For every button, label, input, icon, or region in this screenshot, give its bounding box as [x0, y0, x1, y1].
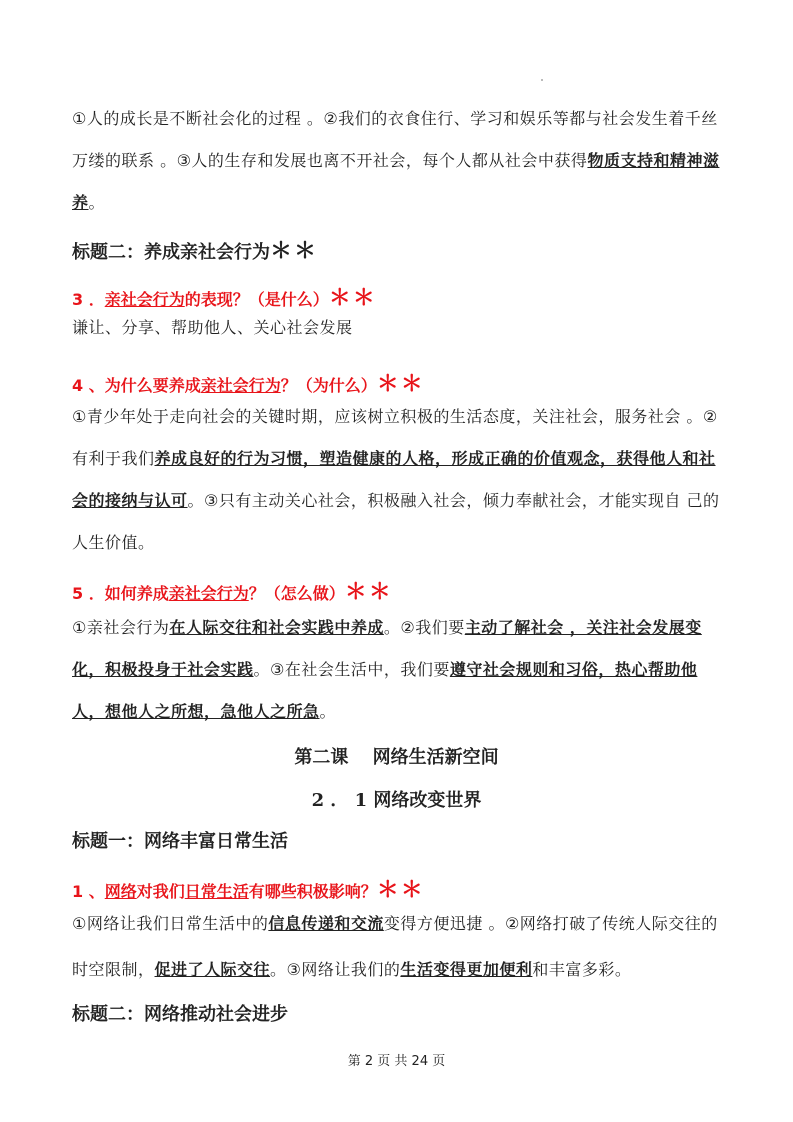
- text: 。③在社会生活中，我们要: [253, 660, 450, 679]
- answer-1: [72, 901, 722, 993]
- underlined-keyword: 亲社会行为: [168, 584, 249, 603]
- answer-4: [72, 396, 722, 564]
- underlined-keyphrase: 促进了人际交往: [154, 960, 271, 979]
- question-text: ？（怎么做）: [248, 584, 345, 603]
- underlined-keyword: 网络: [104, 882, 137, 901]
- underlined-keyphrase: 主动了解社会 ，关注社会发展变化，积极投身于社会实践: [72, 618, 702, 679]
- heading-network-daily-life: 标题一：网络丰富日常生活: [72, 831, 288, 852]
- text: ①网络让我们日常生活中的: [72, 914, 269, 933]
- question-text: 对我们: [136, 882, 185, 901]
- question-number: 4 、为什么要养成: [72, 376, 201, 395]
- underlined-keyphrase: 在人际交往和社会实践中养成: [169, 618, 384, 637]
- question-1: [72, 873, 722, 904]
- answer-5: [72, 607, 722, 733]
- question-number: 5 ．如何养成: [72, 584, 169, 603]
- speck: [541, 79, 543, 81]
- page-footer: 第 2 页 共 24 页: [347, 1054, 446, 1069]
- question-5: [72, 575, 722, 606]
- underlined-keyword: 日常生活: [184, 882, 249, 901]
- text: ①人的成长是不断社会化的过程 。②我们的衣食住行、学习和娱乐等都与社会发生着千丝万缕的联系 。③人的生存和发展也离不开社会，每个人都从社会中获得: [72, 109, 718, 170]
- question-4: [72, 367, 722, 398]
- heading-prosocial: [72, 234, 722, 265]
- lesson-title: 第二课 网络生活新空间: [294, 747, 499, 768]
- paragraph-socialization: [72, 98, 722, 224]
- question-number: 1 、: [72, 882, 105, 901]
- question-text: 有哪些积极影响？: [248, 882, 377, 901]
- text: ①青少年处于走向社会的关键时期，应该树立积极的生活态度，关注社会，服务社会 。②有利于我们: [72, 407, 718, 468]
- text: 和丰富多彩。: [532, 960, 632, 979]
- underlined-keyphrase: 遵守社会规则和习俗，热心帮助他人，想他人之所想，急他人之所急: [72, 660, 698, 721]
- text: 。②我们要: [383, 618, 465, 637]
- text: 变得方便迅捷 。②网络打破了传统人际交往的时空限制，: [72, 914, 718, 979]
- section-title: 2 ． 1 网络改变世界: [311, 790, 482, 811]
- question-text: ？（为什么）: [280, 376, 377, 395]
- question-number: 3 ．: [72, 290, 105, 309]
- star-marks: ＊＊: [344, 580, 393, 605]
- text: ①亲社会行为: [72, 618, 170, 637]
- star-marks: ＊＊: [376, 372, 425, 397]
- heading-text: 标题二：养成亲社会行为: [72, 242, 270, 263]
- star-marks: ＊＊: [376, 878, 425, 903]
- underlined-keyword: 亲社会行为: [104, 290, 185, 309]
- text: 。③网络让我们的: [270, 960, 401, 979]
- underlined-keyword: 亲社会行为: [200, 376, 281, 395]
- text: 。: [319, 702, 337, 721]
- heading-network-progress: 标题二：网络推动社会进步: [72, 1004, 288, 1025]
- underlined-keyphrase: 生活变得更加便利: [400, 960, 533, 979]
- underlined-keyphrase: 物质支持和精神滋养: [72, 151, 720, 212]
- star-marks: ＊＊: [270, 238, 319, 264]
- underlined-keyphrase: 信息传递和交流: [268, 914, 384, 933]
- underlined-keyphrase: 养成良好的行为习惯，塑造健康的人格，形成正确的价值观念，获得他人和社会的接纳与认可: [72, 449, 716, 510]
- question-text: 的表现？（是什么）: [184, 290, 329, 309]
- star-marks: ＊＊: [328, 286, 377, 311]
- text: 。③只有主动关心社会，积极融入社会，倾力奉献社会，才能实现自 己的人生价值。: [72, 491, 720, 552]
- text: 。: [88, 193, 106, 212]
- answer-3: 谦让、分享、帮助他人、关心社会发展: [72, 318, 353, 337]
